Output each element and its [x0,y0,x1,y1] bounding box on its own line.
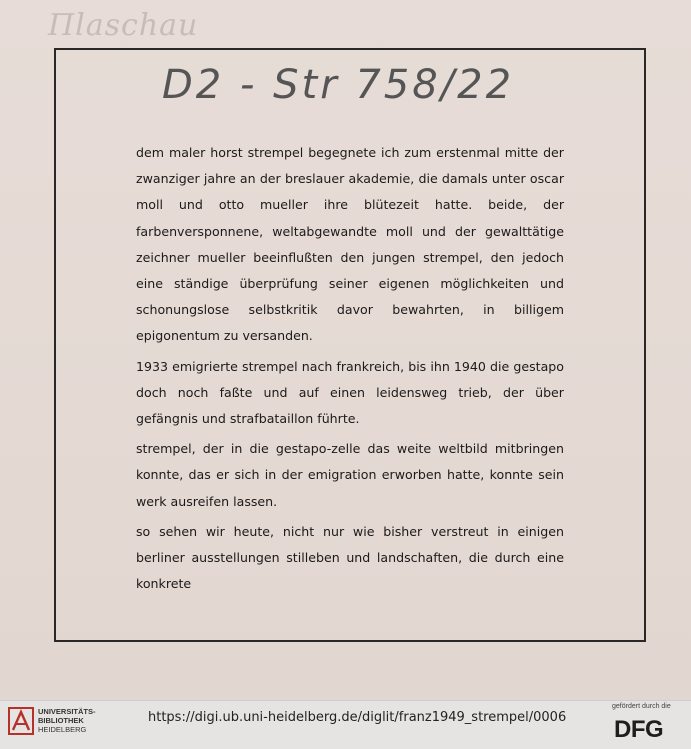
paragraph-1: dem maler horst strempel begegnete ich zum erstenmal mitte der zwanziger jahre an der breslauer akademie, die damals unter oscar moll und otto mueller ihre blütezeit hatte. beide, der farbenversponnene, weltabgewandte moll und der gewalttätige zeichner mueller beeinflußten den jungen strempel, den jedoch eine ständige überprüfung seiner eigenen möglichkeiten und schonungslose selbstkritik davor bewahrten, in billigem epigonentum zu versanden. [136,145,564,344]
paragraph-4: so sehen wir heute, nicht nur wie bisher verstreut in einigen berliner ausstellungen stilleben und landschaften, die durch eine konkrete [136,523,564,592]
uni-line-2: BIBLIOTHEK [38,716,84,725]
uni-line-1: UNIVERSITÄTS- [38,707,96,716]
permalink-url[interactable]: https://digi.ub.uni-heidelberg.de/diglit/franz1949_strempel/0006 [148,710,567,725]
pencil-note: Пlasсhau [48,8,199,43]
handwritten-shelfmark: D2 - Str 758/22 [162,62,515,108]
paragraph-2: 1933 emigrierte strempel nach frankreich, bis ihn 1940 die gestapo doch noch faßte und auf einen leidensweg trieb, der über gefängnis und strafbataillon führte. [136,358,564,427]
paragraph-3: strempel, der in die gestapo-zelle das weite weltbild mitbringen konnte, das er sich in der emigration erworben hatte, konnte sein werk ausreifen lassen. [136,441,564,509]
body-text [136,140,564,601]
funder-note: gefördert durch die [612,703,671,710]
university-logo-icon[interactable] [8,706,34,736]
dfg-logo[interactable]: DFG [614,716,664,743]
uni-line-3: HEIDELBERG [38,725,87,734]
university-name[interactable] [38,707,96,734]
